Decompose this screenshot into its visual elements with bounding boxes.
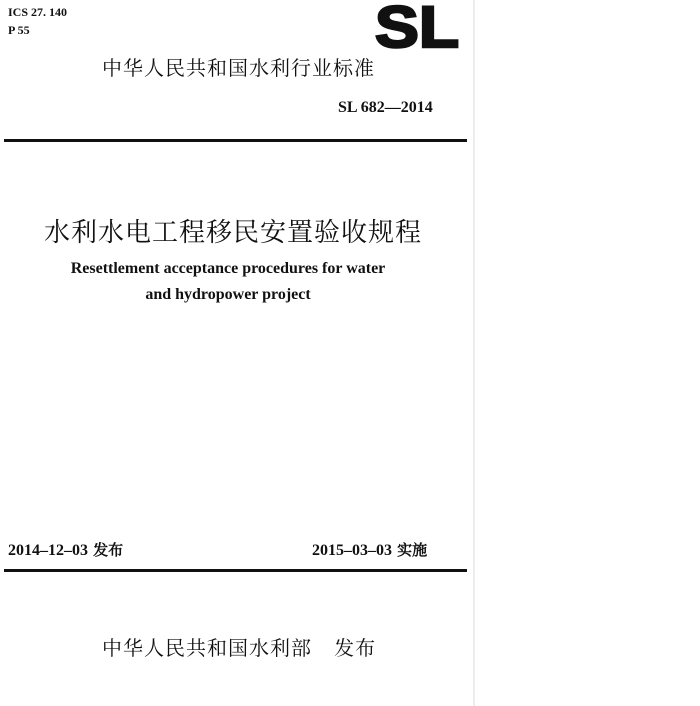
standard-number: SL 682—2014 [338,99,433,116]
publish-label: 发布 [334,636,377,660]
issue-date-block [8,539,123,560]
sl-logo [372,1,462,53]
page-edge [473,0,475,706]
title-chinese: 水利水电工程移民安置验收规程 [44,218,423,248]
issue-date: 2014–12–03 [8,542,88,559]
title-english-line-1: Resettlement acceptance procedures for water [70,260,386,277]
logo-text: SL [375,1,459,53]
issuing-body-heading: 中华人民共和国水利行业标准 [102,56,375,80]
issue-label: 发布 [93,541,124,559]
implement-label: 实施 [397,541,428,559]
ics-code: ICS 27. 140 [8,5,68,19]
publisher-name: 中华人民共和国水利部 [102,636,312,660]
bottom-divider [4,569,467,572]
implement-date: 2015–03–03 [312,542,392,559]
top-divider [4,139,467,142]
title-english-line-2: and hydropower project [145,286,311,303]
publisher-line [102,632,376,661]
classification-codes [8,3,67,39]
implement-date-block [312,539,427,560]
p-code: P 55 [8,23,30,37]
